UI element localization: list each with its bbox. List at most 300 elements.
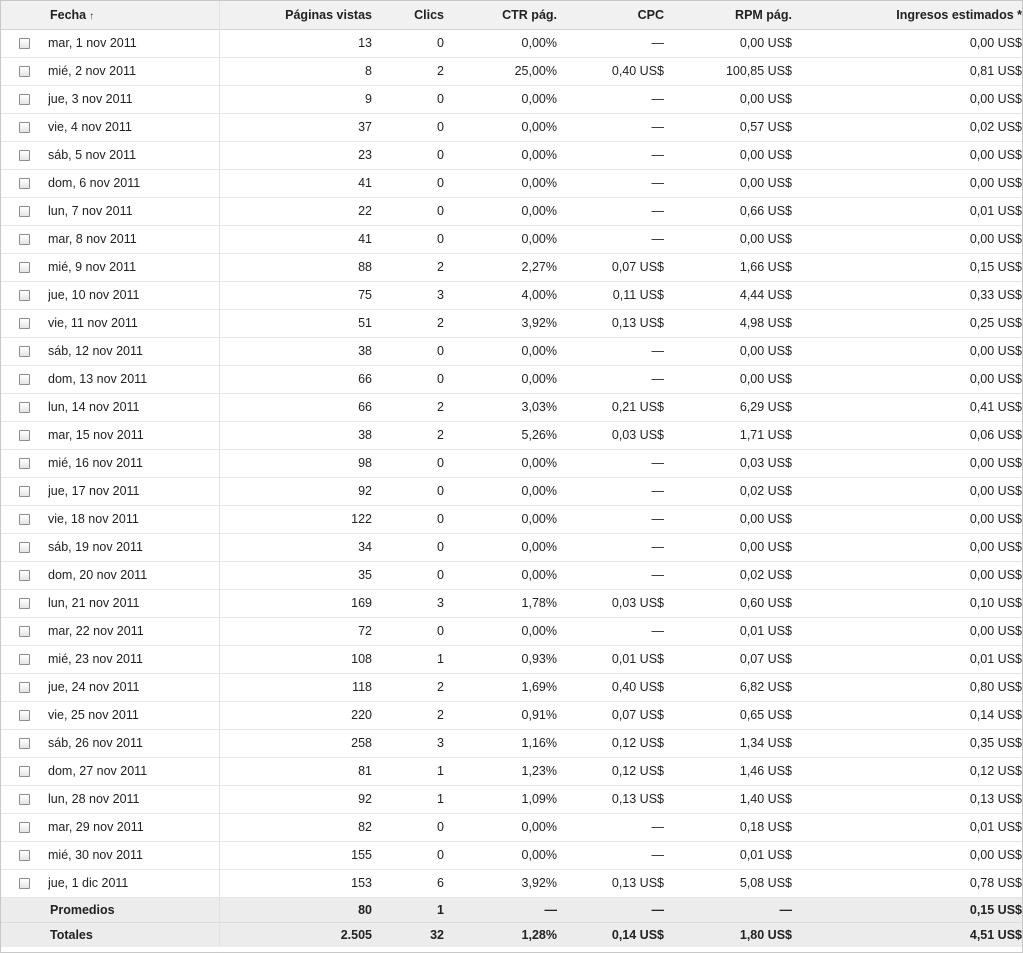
clicks-cell: 2 bbox=[437, 64, 444, 78]
ctr-cell: 1,09% bbox=[521, 792, 557, 806]
cpc-cell: — bbox=[651, 204, 664, 218]
table-row bbox=[1, 813, 1022, 841]
table-row bbox=[1, 561, 1022, 589]
date-cell: vie, 18 nov 2011 bbox=[48, 505, 219, 533]
clicks-cell: 0 bbox=[437, 456, 444, 470]
cpc-cell: 0,13 US$ bbox=[611, 876, 664, 890]
cpc-cell: — bbox=[651, 148, 664, 162]
pageviews-cell: 41 bbox=[358, 232, 372, 246]
cpc-cell: — bbox=[651, 540, 664, 554]
pageviews-cell: 8 bbox=[365, 64, 372, 78]
pageviews-cell: 98 bbox=[358, 456, 372, 470]
table-row bbox=[1, 337, 1022, 365]
rpm-cell: 0,03 US$ bbox=[739, 456, 792, 470]
row-checkbox[interactable] bbox=[19, 626, 30, 637]
revenue-cell: 0,00 US$ bbox=[969, 344, 1022, 358]
table-row bbox=[1, 421, 1022, 449]
revenue-cell: 0,35 US$ bbox=[969, 736, 1022, 750]
pageviews-cell: 155 bbox=[351, 848, 372, 862]
row-checkbox[interactable] bbox=[19, 458, 30, 469]
row-check-cell bbox=[1, 113, 48, 141]
revenue-cell: 0,15 US$ bbox=[969, 260, 1022, 274]
clicks-cell: 0 bbox=[437, 176, 444, 190]
table-row bbox=[1, 701, 1022, 729]
averages-ctr: — bbox=[544, 902, 557, 917]
row-check-cell bbox=[1, 785, 48, 813]
rpm-cell: 0,00 US$ bbox=[739, 372, 792, 386]
row-check-cell bbox=[1, 449, 48, 477]
averages-cpc: — bbox=[651, 902, 664, 917]
clicks-cell: 0 bbox=[437, 372, 444, 386]
rpm-cell: 4,44 US$ bbox=[739, 288, 792, 302]
revenue-cell: 0,33 US$ bbox=[969, 288, 1022, 302]
clicks-cell: 3 bbox=[437, 288, 444, 302]
clicks-cell: 2 bbox=[437, 400, 444, 414]
clicks-cell: 0 bbox=[437, 820, 444, 834]
rpm-cell: 1,34 US$ bbox=[739, 736, 792, 750]
date-cell: sáb, 19 nov 2011 bbox=[48, 533, 219, 561]
date-cell: dom, 27 nov 2011 bbox=[48, 757, 219, 785]
rpm-cell: 0,66 US$ bbox=[739, 204, 792, 218]
pageviews-cell: 108 bbox=[351, 652, 372, 666]
ctr-cell: 0,00% bbox=[521, 484, 557, 498]
date-cell: dom, 20 nov 2011 bbox=[48, 561, 219, 589]
clicks-cell: 6 bbox=[437, 876, 444, 890]
averages-check-cell bbox=[1, 897, 48, 922]
rpm-cell: 0,00 US$ bbox=[739, 92, 792, 106]
pageviews-cell: 22 bbox=[358, 204, 372, 218]
revenue-cell: 0,02 US$ bbox=[969, 120, 1022, 134]
pageviews-cell: 81 bbox=[358, 764, 372, 778]
table-row bbox=[1, 85, 1022, 113]
rpm-cell: 6,29 US$ bbox=[739, 400, 792, 414]
rpm-cell: 0,00 US$ bbox=[739, 512, 792, 526]
row-checkbox[interactable] bbox=[19, 234, 30, 245]
header-date[interactable] bbox=[48, 1, 219, 29]
row-check-cell bbox=[1, 645, 48, 673]
ctr-cell: 2,27% bbox=[521, 260, 557, 274]
rpm-cell: 0,01 US$ bbox=[739, 848, 792, 862]
pageviews-cell: 122 bbox=[351, 512, 372, 526]
table-row bbox=[1, 673, 1022, 701]
row-checkbox[interactable] bbox=[19, 570, 30, 581]
date-cell: lun, 14 nov 2011 bbox=[48, 393, 219, 421]
row-check-cell bbox=[1, 589, 48, 617]
ctr-cell: 0,00% bbox=[521, 456, 557, 470]
row-check-cell bbox=[1, 253, 48, 281]
clicks-cell: 1 bbox=[437, 792, 444, 806]
ctr-cell: 0,00% bbox=[521, 848, 557, 862]
table-row bbox=[1, 141, 1022, 169]
row-check-cell bbox=[1, 337, 48, 365]
clicks-cell: 2 bbox=[437, 680, 444, 694]
row-checkbox[interactable] bbox=[19, 430, 30, 441]
ctr-cell: 0,00% bbox=[521, 92, 557, 106]
pageviews-cell: 92 bbox=[358, 484, 372, 498]
revenue-cell: 0,14 US$ bbox=[969, 708, 1022, 722]
clicks-cell: 0 bbox=[437, 484, 444, 498]
cpc-cell: — bbox=[651, 232, 664, 246]
header-cpc[interactable]: CPC bbox=[637, 7, 664, 22]
rpm-cell: 0,00 US$ bbox=[739, 344, 792, 358]
pageviews-cell: 37 bbox=[358, 120, 372, 134]
date-cell: mié, 9 nov 2011 bbox=[48, 253, 219, 281]
pageviews-cell: 34 bbox=[358, 540, 372, 554]
rpm-cell: 0,00 US$ bbox=[739, 176, 792, 190]
revenue-cell: 0,00 US$ bbox=[969, 148, 1022, 162]
ctr-cell: 0,00% bbox=[521, 120, 557, 134]
ctr-cell: 1,16% bbox=[521, 736, 557, 750]
date-cell: dom, 13 nov 2011 bbox=[48, 365, 219, 393]
table-row bbox=[1, 393, 1022, 421]
row-check-cell bbox=[1, 281, 48, 309]
cpc-cell: 0,40 US$ bbox=[611, 64, 664, 78]
revenue-cell: 0,10 US$ bbox=[969, 596, 1022, 610]
averages-row bbox=[1, 897, 1022, 922]
date-cell: lun, 21 nov 2011 bbox=[48, 589, 219, 617]
row-check-cell bbox=[1, 29, 48, 57]
row-checkbox[interactable] bbox=[19, 738, 30, 749]
pageviews-cell: 41 bbox=[358, 176, 372, 190]
date-cell: jue, 10 nov 2011 bbox=[48, 281, 219, 309]
table-row bbox=[1, 29, 1022, 57]
clicks-cell: 1 bbox=[437, 652, 444, 666]
date-cell: mar, 8 nov 2011 bbox=[48, 225, 219, 253]
revenue-cell: 0,13 US$ bbox=[969, 792, 1022, 806]
row-check-cell bbox=[1, 421, 48, 449]
table-row bbox=[1, 505, 1022, 533]
pageviews-cell: 169 bbox=[351, 596, 372, 610]
row-checkbox[interactable] bbox=[19, 178, 30, 189]
row-check-cell bbox=[1, 505, 48, 533]
row-checkbox[interactable] bbox=[19, 850, 30, 861]
row-checkbox[interactable] bbox=[19, 318, 30, 329]
sort-ascending-icon: ↑ bbox=[89, 10, 95, 22]
revenue-cell: 0,81 US$ bbox=[969, 64, 1022, 78]
cpc-cell: 0,12 US$ bbox=[611, 764, 664, 778]
row-checkbox[interactable] bbox=[19, 262, 30, 273]
pageviews-cell: 35 bbox=[358, 568, 372, 582]
revenue-cell: 0,00 US$ bbox=[969, 484, 1022, 498]
row-checkbox[interactable] bbox=[19, 402, 30, 413]
clicks-cell: 0 bbox=[437, 512, 444, 526]
table-row bbox=[1, 841, 1022, 869]
averages-clicks: 1 bbox=[437, 902, 444, 917]
ctr-cell: 1,23% bbox=[521, 764, 557, 778]
header-revenue[interactable]: Ingresos estimados * bbox=[896, 7, 1022, 22]
cpc-cell: — bbox=[651, 484, 664, 498]
ctr-cell: 0,00% bbox=[521, 512, 557, 526]
row-checkbox[interactable] bbox=[19, 66, 30, 77]
ctr-cell: 0,91% bbox=[521, 708, 557, 722]
cpc-cell: 0,13 US$ bbox=[611, 792, 664, 806]
row-check-cell bbox=[1, 309, 48, 337]
revenue-cell: 0,00 US$ bbox=[969, 568, 1022, 582]
row-checkbox[interactable] bbox=[19, 682, 30, 693]
ctr-cell: 0,00% bbox=[521, 820, 557, 834]
totals-rpm: 1,80 US$ bbox=[739, 927, 792, 942]
cpc-cell: 0,21 US$ bbox=[611, 400, 664, 414]
row-checkbox[interactable] bbox=[19, 290, 30, 301]
cpc-cell: — bbox=[651, 120, 664, 134]
table-body bbox=[1, 29, 1022, 897]
cpc-cell: — bbox=[651, 512, 664, 526]
row-check-cell bbox=[1, 85, 48, 113]
clicks-cell: 3 bbox=[437, 596, 444, 610]
cpc-cell: — bbox=[651, 36, 664, 50]
row-check-cell bbox=[1, 841, 48, 869]
cpc-cell: — bbox=[651, 344, 664, 358]
pageviews-cell: 23 bbox=[358, 148, 372, 162]
row-check-cell bbox=[1, 225, 48, 253]
cpc-cell: — bbox=[651, 92, 664, 106]
table-row bbox=[1, 533, 1022, 561]
clicks-cell: 2 bbox=[437, 316, 444, 330]
clicks-cell: 0 bbox=[437, 624, 444, 638]
revenue-cell: 0,01 US$ bbox=[969, 204, 1022, 218]
ctr-cell: 0,00% bbox=[521, 232, 557, 246]
rpm-cell: 0,60 US$ bbox=[739, 596, 792, 610]
ctr-cell: 1,78% bbox=[521, 596, 557, 610]
row-check-cell bbox=[1, 561, 48, 589]
revenue-cell: 0,00 US$ bbox=[969, 848, 1022, 862]
date-cell: lun, 28 nov 2011 bbox=[48, 785, 219, 813]
ctr-cell: 3,03% bbox=[521, 400, 557, 414]
row-check-cell bbox=[1, 365, 48, 393]
cpc-cell: 0,07 US$ bbox=[611, 708, 664, 722]
date-cell: dom, 6 nov 2011 bbox=[48, 169, 219, 197]
pageviews-cell: 118 bbox=[352, 680, 372, 694]
rpm-cell: 0,18 US$ bbox=[739, 820, 792, 834]
ctr-cell: 0,00% bbox=[521, 176, 557, 190]
pageviews-cell: 258 bbox=[351, 736, 372, 750]
row-checkbox[interactable] bbox=[19, 822, 30, 833]
date-cell: mié, 16 nov 2011 bbox=[48, 449, 219, 477]
date-cell: vie, 25 nov 2011 bbox=[48, 701, 219, 729]
date-cell: mar, 29 nov 2011 bbox=[48, 813, 219, 841]
cpc-cell: — bbox=[651, 568, 664, 582]
row-check-cell bbox=[1, 617, 48, 645]
row-checkbox[interactable] bbox=[19, 374, 30, 385]
table-row bbox=[1, 757, 1022, 785]
ctr-cell: 5,26% bbox=[521, 428, 557, 442]
table-row bbox=[1, 57, 1022, 85]
pageviews-cell: 75 bbox=[358, 288, 372, 302]
cpc-cell: 0,03 US$ bbox=[611, 428, 664, 442]
table-row bbox=[1, 645, 1022, 673]
rpm-cell: 5,08 US$ bbox=[739, 876, 792, 890]
date-cell: mié, 30 nov 2011 bbox=[48, 841, 219, 869]
row-checkbox[interactable] bbox=[19, 206, 30, 217]
row-checkbox[interactable] bbox=[19, 710, 30, 721]
row-checkbox[interactable] bbox=[19, 38, 30, 49]
cpc-cell: — bbox=[651, 820, 664, 834]
rpm-cell: 6,82 US$ bbox=[739, 680, 792, 694]
revenue-cell: 0,01 US$ bbox=[969, 820, 1022, 834]
row-checkbox[interactable] bbox=[19, 486, 30, 497]
header-pageviews[interactable]: Páginas vistas bbox=[285, 7, 372, 22]
ctr-cell: 0,00% bbox=[521, 568, 557, 582]
revenue-cell: 0,41 US$ bbox=[969, 400, 1022, 414]
header-ctr[interactable]: CTR pág. bbox=[502, 7, 557, 22]
row-checkbox[interactable] bbox=[19, 598, 30, 609]
row-checkbox[interactable] bbox=[19, 94, 30, 105]
row-check-cell bbox=[1, 673, 48, 701]
table-row bbox=[1, 729, 1022, 757]
row-checkbox[interactable] bbox=[19, 878, 30, 889]
row-check-cell bbox=[1, 869, 48, 897]
ctr-cell: 0,00% bbox=[521, 372, 557, 386]
row-checkbox[interactable] bbox=[19, 150, 30, 161]
rpm-cell: 100,85 US$ bbox=[725, 64, 792, 78]
pageviews-cell: 38 bbox=[358, 428, 372, 442]
cpc-cell: 0,03 US$ bbox=[611, 596, 664, 610]
row-checkbox[interactable] bbox=[19, 542, 30, 553]
row-check-cell bbox=[1, 57, 48, 85]
ctr-cell: 0,00% bbox=[521, 36, 557, 50]
revenue-cell: 0,01 US$ bbox=[969, 652, 1022, 666]
revenue-cell: 0,00 US$ bbox=[969, 232, 1022, 246]
totals-row bbox=[1, 922, 1022, 947]
rpm-cell: 1,46 US$ bbox=[739, 764, 792, 778]
table-row bbox=[1, 589, 1022, 617]
ctr-cell: 0,00% bbox=[521, 624, 557, 638]
revenue-cell: 0,12 US$ bbox=[969, 764, 1022, 778]
revenue-cell: 0,00 US$ bbox=[969, 372, 1022, 386]
row-checkbox[interactable] bbox=[19, 766, 30, 777]
revenue-cell: 0,00 US$ bbox=[969, 456, 1022, 470]
row-checkbox[interactable] bbox=[19, 654, 30, 665]
header-check-cell bbox=[1, 1, 48, 29]
row-check-cell bbox=[1, 393, 48, 421]
clicks-cell: 0 bbox=[437, 36, 444, 50]
row-checkbox[interactable] bbox=[19, 122, 30, 133]
clicks-cell: 0 bbox=[437, 344, 444, 358]
revenue-cell: 0,00 US$ bbox=[969, 540, 1022, 554]
rpm-cell: 0,02 US$ bbox=[739, 568, 792, 582]
totals-pageviews: 2.505 bbox=[340, 927, 372, 942]
clicks-cell: 0 bbox=[437, 540, 444, 554]
clicks-cell: 0 bbox=[437, 120, 444, 134]
pageviews-cell: 66 bbox=[358, 400, 372, 414]
ctr-cell: 1,69% bbox=[521, 680, 557, 694]
table-row bbox=[1, 365, 1022, 393]
table-row bbox=[1, 113, 1022, 141]
totals-label: Totales bbox=[48, 922, 219, 947]
row-check-cell bbox=[1, 729, 48, 757]
table-row bbox=[1, 169, 1022, 197]
table-row bbox=[1, 281, 1022, 309]
date-cell: mar, 15 nov 2011 bbox=[48, 421, 219, 449]
date-cell: jue, 17 nov 2011 bbox=[48, 477, 219, 505]
earnings-report-table bbox=[1, 1, 1022, 947]
totals-check-cell bbox=[1, 922, 48, 947]
ctr-cell: 0,00% bbox=[521, 344, 557, 358]
date-cell: mié, 23 nov 2011 bbox=[48, 645, 219, 673]
cpc-cell: — bbox=[651, 176, 664, 190]
header-rpm[interactable]: RPM pág. bbox=[735, 7, 792, 22]
row-checkbox[interactable] bbox=[19, 794, 30, 805]
ctr-cell: 0,00% bbox=[521, 204, 557, 218]
rpm-cell: 0,00 US$ bbox=[739, 36, 792, 50]
pageviews-cell: 51 bbox=[358, 316, 372, 330]
rpm-cell: 0,57 US$ bbox=[739, 120, 792, 134]
totals-ctr: 1,28% bbox=[521, 927, 557, 942]
revenue-cell: 0,00 US$ bbox=[969, 512, 1022, 526]
date-cell: jue, 1 dic 2011 bbox=[48, 869, 219, 897]
revenue-cell: 0,00 US$ bbox=[969, 624, 1022, 638]
pageviews-cell: 92 bbox=[358, 792, 372, 806]
pageviews-cell: 72 bbox=[358, 624, 372, 638]
clicks-cell: 1 bbox=[437, 764, 444, 778]
cpc-cell: 0,13 US$ bbox=[611, 316, 664, 330]
header-clicks[interactable]: Clics bbox=[414, 7, 444, 22]
date-cell: mar, 1 nov 2011 bbox=[48, 29, 219, 57]
row-checkbox[interactable] bbox=[19, 346, 30, 357]
cpc-cell: 0,11 US$ bbox=[612, 288, 664, 302]
ctr-cell: 3,92% bbox=[521, 876, 557, 890]
table-row bbox=[1, 449, 1022, 477]
row-check-cell bbox=[1, 533, 48, 561]
revenue-cell: 0,78 US$ bbox=[969, 876, 1022, 890]
rpm-cell: 0,00 US$ bbox=[739, 148, 792, 162]
revenue-cell: 0,25 US$ bbox=[969, 316, 1022, 330]
clicks-cell: 2 bbox=[437, 708, 444, 722]
table-row bbox=[1, 785, 1022, 813]
revenue-cell: 0,00 US$ bbox=[969, 36, 1022, 50]
clicks-cell: 0 bbox=[437, 204, 444, 218]
row-check-cell bbox=[1, 757, 48, 785]
table-row bbox=[1, 253, 1022, 281]
cpc-cell: — bbox=[651, 624, 664, 638]
averages-revenue: 0,15 US$ bbox=[969, 902, 1022, 917]
cpc-cell: 0,07 US$ bbox=[611, 260, 664, 274]
revenue-cell: 0,00 US$ bbox=[969, 176, 1022, 190]
row-check-cell bbox=[1, 701, 48, 729]
revenue-cell: 0,00 US$ bbox=[969, 92, 1022, 106]
revenue-cell: 0,06 US$ bbox=[969, 428, 1022, 442]
totals-cpc: 0,14 US$ bbox=[611, 927, 664, 942]
table-row bbox=[1, 309, 1022, 337]
rpm-cell: 0,07 US$ bbox=[739, 652, 792, 666]
totals-revenue: 4,51 US$ bbox=[969, 927, 1022, 942]
rpm-cell: 1,71 US$ bbox=[739, 428, 792, 442]
date-cell: sáb, 26 nov 2011 bbox=[48, 729, 219, 757]
pageviews-cell: 88 bbox=[358, 260, 372, 274]
rpm-cell: 0,65 US$ bbox=[739, 708, 792, 722]
ctr-cell: 0,00% bbox=[521, 540, 557, 554]
clicks-cell: 0 bbox=[437, 232, 444, 246]
totals-clicks: 32 bbox=[430, 927, 444, 942]
ctr-cell: 0,93% bbox=[521, 652, 557, 666]
rpm-cell: 1,66 US$ bbox=[739, 260, 792, 274]
clicks-cell: 0 bbox=[437, 568, 444, 582]
rpm-cell: 4,98 US$ bbox=[739, 316, 792, 330]
date-cell: jue, 3 nov 2011 bbox=[48, 85, 219, 113]
cpc-cell: 0,40 US$ bbox=[611, 680, 664, 694]
ctr-cell: 4,00% bbox=[521, 288, 557, 302]
clicks-cell: 2 bbox=[437, 428, 444, 442]
pageviews-cell: 153 bbox=[351, 876, 372, 890]
date-cell: mar, 22 nov 2011 bbox=[48, 617, 219, 645]
clicks-cell: 3 bbox=[437, 736, 444, 750]
averages-pageviews: 80 bbox=[358, 902, 372, 917]
row-check-cell bbox=[1, 477, 48, 505]
pageviews-cell: 82 bbox=[358, 820, 372, 834]
header-date-label: Fecha bbox=[50, 7, 87, 22]
row-checkbox[interactable] bbox=[19, 514, 30, 525]
pageviews-cell: 66 bbox=[358, 372, 372, 386]
